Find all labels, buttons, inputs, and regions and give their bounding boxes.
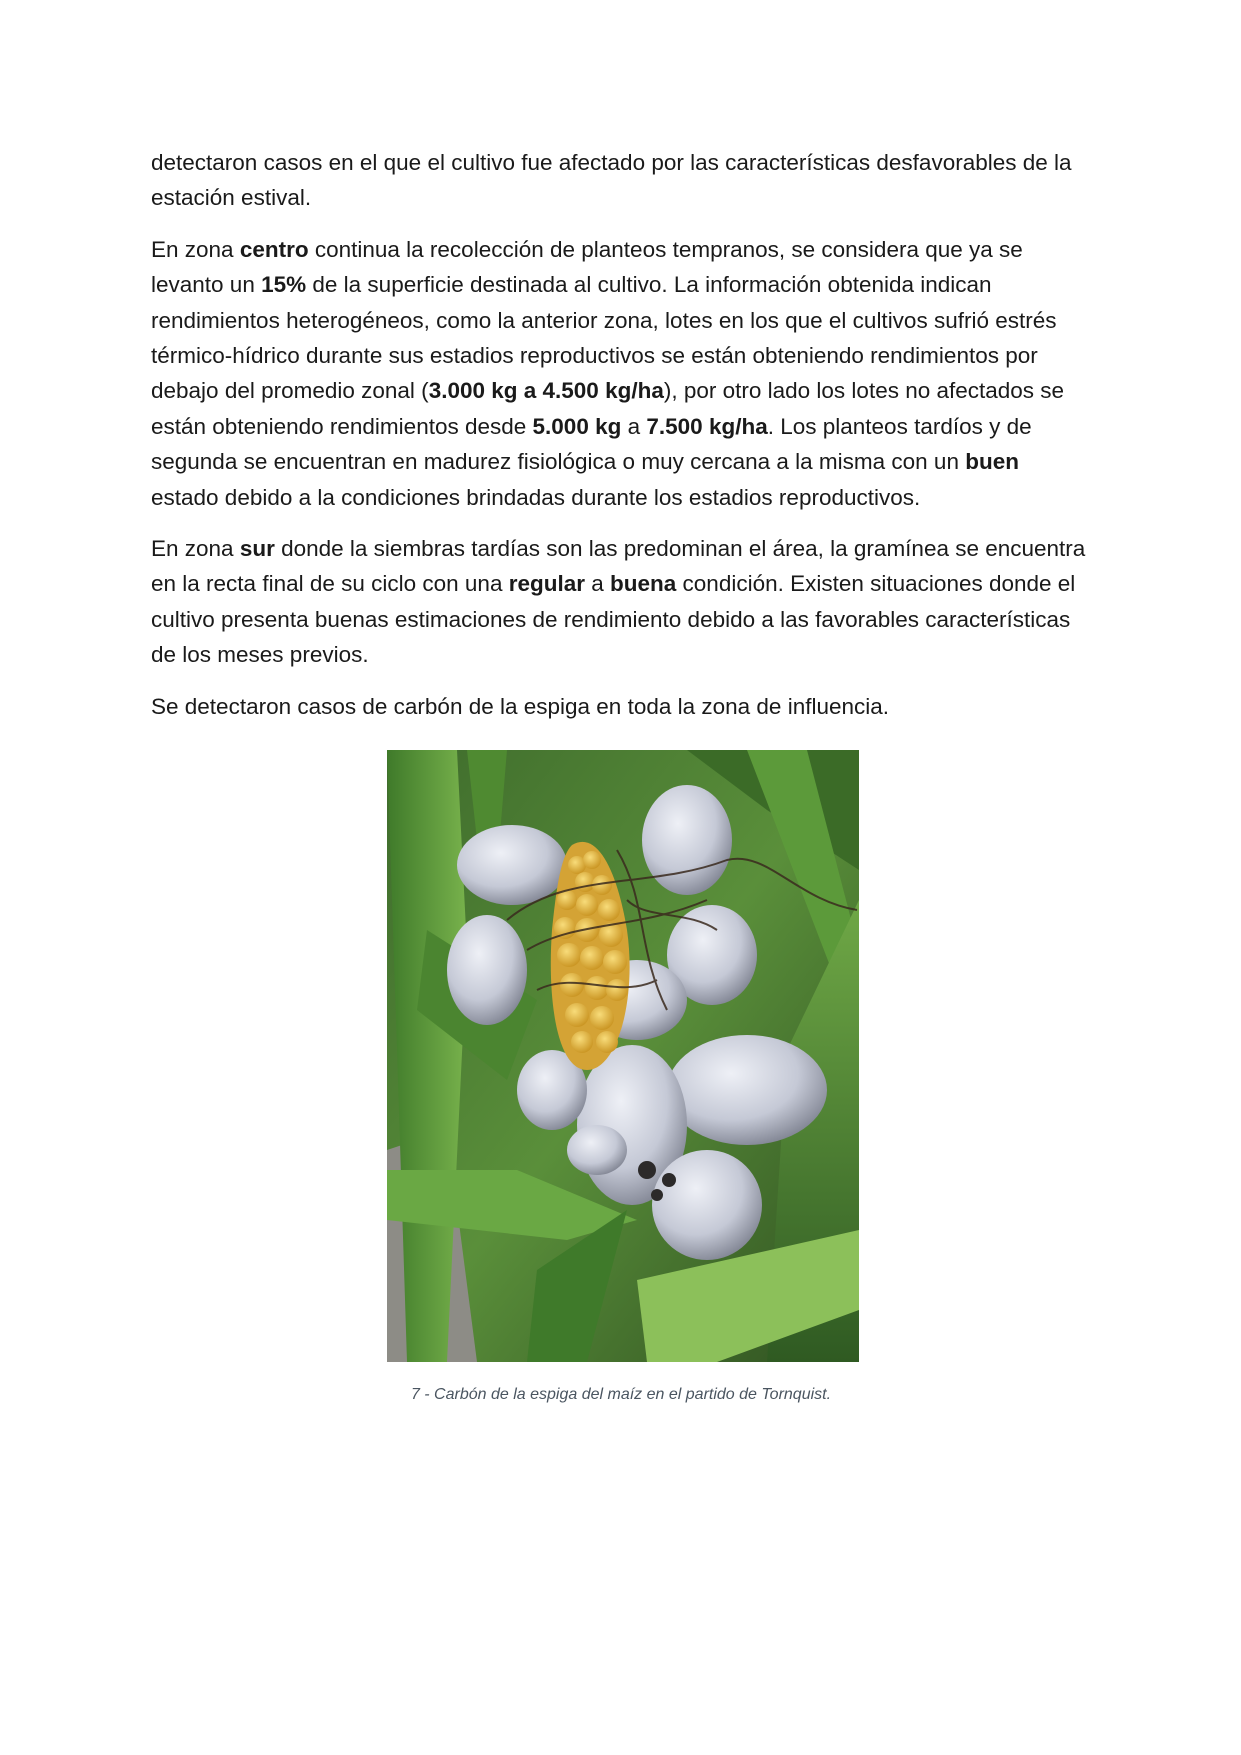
text-run: estado debido a la condiciones brindadas durante los estadios reproductivos. bbox=[151, 484, 921, 510]
paragraph-1 bbox=[151, 145, 1091, 216]
bold-text: regular bbox=[508, 571, 585, 597]
text-run: a bbox=[585, 571, 611, 597]
bold-text: 15% bbox=[261, 272, 307, 298]
figure-photo bbox=[387, 750, 859, 1362]
figure-caption: 7 - Carbón de la espiga del maíz en el partido de Tornquist. bbox=[410, 1386, 832, 1403]
text-run: ), por otro lado los lotes no afectados se están obteniendo rendimientos desde bbox=[151, 378, 1065, 439]
text-run: de la superficie destinada al cultivo. La información obtenida indican rendimientos heterogéneos, como la anterior zona, lotes en los que el cultivos sufrió estrés térmico-hídrico durante sus estadios reproductivos se están obteniendo rendimientos por debajo del promedio zonal ( bbox=[151, 272, 1057, 404]
bold-text: 3.000 kg a 4.500 kg/ha bbox=[428, 378, 664, 404]
text-run: En zona bbox=[151, 536, 240, 562]
text-run: condición. Existen situaciones donde el cultivo presenta buenas estimaciones de rendimiento debido a las favorables características de los meses previos. bbox=[151, 571, 1076, 668]
text-run: donde la siembras tardías son las predominan el área, la gramínea se encuentra en la recta final de su ciclo con una bbox=[151, 536, 1086, 597]
text-run: detectaron casos en el que el cultivo fue afectado por las características desfavorables de la estación estival. bbox=[151, 150, 1072, 211]
bold-text: sur bbox=[239, 536, 275, 562]
text-run: . Los planteos tardíos y de segunda se encuentran en madurez fisiológica o muy cercana a la misma con un bbox=[151, 413, 1032, 475]
paragraph-carbon bbox=[151, 689, 1091, 724]
bold-text: 7.500 kg/ha bbox=[646, 413, 768, 439]
text-run: Se detectaron casos de carbón de la espiga en toda la zona de influencia. bbox=[151, 693, 890, 719]
bold-text: buena bbox=[610, 571, 677, 597]
bold-text: buen bbox=[965, 449, 1019, 475]
text-run: a bbox=[621, 413, 647, 439]
bold-text: 5.000 kg bbox=[532, 413, 622, 439]
text-run: En zona bbox=[151, 236, 240, 262]
paragraph-sur bbox=[151, 531, 1091, 673]
document-body bbox=[151, 145, 1091, 740]
paragraph-centro bbox=[151, 232, 1091, 515]
bold-text: centro bbox=[239, 236, 309, 262]
corn-smut-photo bbox=[387, 750, 859, 1362]
text-run: continua la recolección de planteos tempranos, se considera que ya se levanto un bbox=[151, 236, 1023, 298]
